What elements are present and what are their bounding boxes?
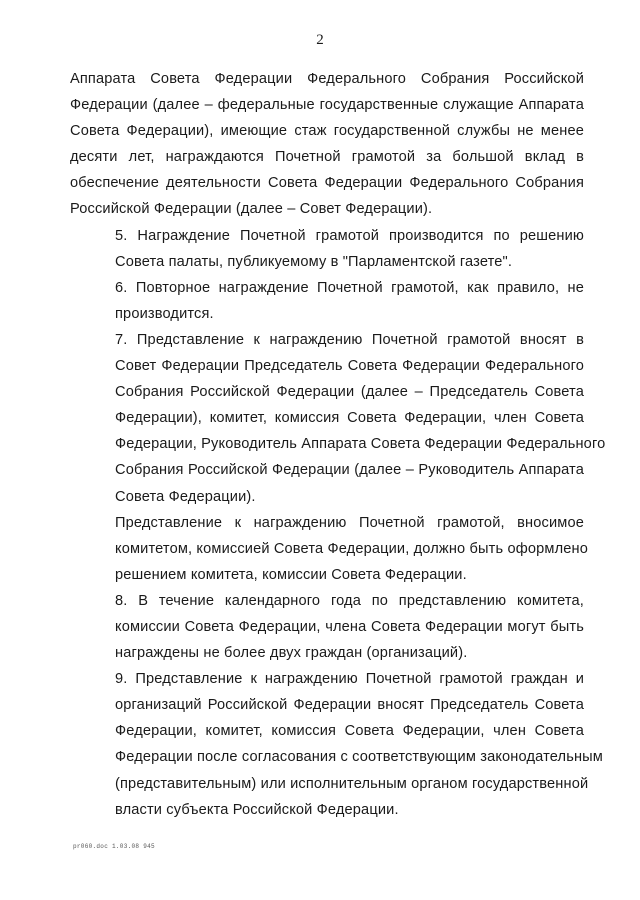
text-line: Собрания Российской Федерации (далее – Руководитель Аппарата [115, 462, 584, 479]
text-line: организаций Российской Федерации вносят Председатель Совета [115, 697, 584, 714]
text-line: Собрания Российской Федерации (далее – Председатель Совета [115, 384, 584, 401]
text-line: производится. [115, 305, 214, 322]
text-line: награждены не более двух граждан (организаций). [115, 645, 468, 662]
text-line: Федерации, комитет, комиссия Совета Федерации, член Совета [115, 723, 584, 740]
text-line: 6. Повторное награждение Почетной грамотой, как правило, не [115, 279, 584, 296]
text-line: (представительным) или исполнительным органом государственной [115, 775, 589, 792]
paragraph [70, 223, 584, 275]
text-line: Федерации, Руководитель Аппарата Совета Федерации Федерального [115, 436, 606, 453]
text-line: Федерации), комитет, комиссия Совета Федерации, член Совета [115, 410, 584, 427]
paragraph [70, 510, 588, 588]
paragraph [70, 66, 584, 223]
file-reference-footer: pr060.doc 1.03.08 945 [73, 843, 155, 850]
paragraph [70, 588, 584, 666]
text-line: власти субъекта Российской Федерации. [115, 801, 399, 818]
paragraph [70, 275, 584, 327]
text-line: Совет Федерации Председатель Совета Федерации Федерального [115, 358, 584, 375]
text-line: Федерации (далее – федеральные государственные служащие Аппарата [70, 97, 584, 114]
text-line: комитетом, комиссией Совета Федерации, должно быть оформлено [115, 540, 588, 557]
text-line: Федерации после согласования с соответствующим законодательным [115, 749, 603, 766]
text-line: 9. Представление к награждению Почетной грамотой граждан и [115, 671, 584, 688]
page-number: 2 [316, 32, 324, 48]
text-line: 8. В течение календарного года по представлению комитета, [115, 592, 584, 609]
text-line: 5. Награждение Почетной грамотой производится по решению [115, 227, 584, 244]
text-line: обеспечение деятельности Совета Федерации Федерального Собрания [70, 175, 584, 192]
text-line: Совета Федерации), имеющие стаж государственной службы не менее [70, 123, 584, 140]
paragraph [70, 666, 603, 823]
text-line: комиссии Совета Федерации, члена Совета Федерации могут быть [115, 618, 584, 635]
text-line: десяти лет, награждаются Почетной грамотой за большой вклад в [70, 149, 584, 166]
text-line: решением комитета, комиссии Совета Федерации. [115, 566, 467, 583]
text-line: Российской Федерации (далее – Совет Федерации). [70, 201, 433, 218]
text-line: Совета палаты, публикуемому в "Парламентской газете". [115, 253, 513, 270]
text-line: Аппарата Совета Федерации Федерального Собрания Российской [70, 71, 584, 87]
text-line: Представление к награждению Почетной грамотой, вносимое [115, 514, 584, 531]
document-body [70, 66, 606, 823]
paragraph [70, 327, 606, 510]
text-line: 7. Представление к награждению Почетной грамотой вносят в [115, 331, 584, 348]
text-line: Совета Федерации). [115, 488, 256, 505]
